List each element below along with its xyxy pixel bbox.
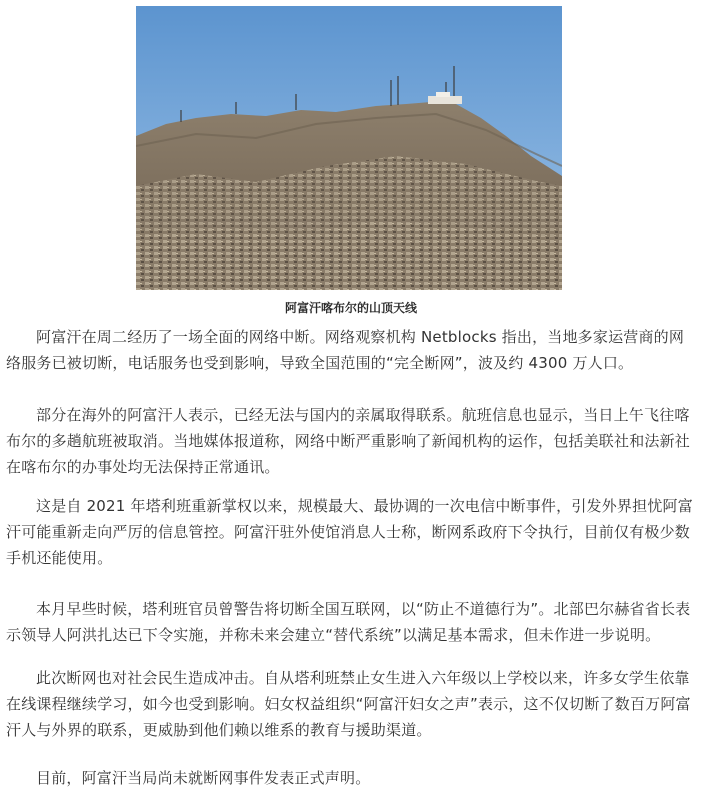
kabul-hilltop-image (136, 6, 562, 290)
paragraph-3: 这是自 2021 年塔利班重新掌权以来，规模最大、最协调的一次电信中断事件，引发外界担忧阿富汗可能重新走向严厉的信息管控。阿富汗驻外使馆消息人士称，断网系政府下令执行，目前仅有极少数手机还能使用。 (6, 497, 693, 567)
paragraph-6: 目前，阿富汗当局尚未就断网事件发表正式声明。 (36, 769, 371, 787)
paragraph-2: 部分在海外的阿富汗人表示，已经无法与国内的亲属取得联系。航班信息也显示，当日上午飞往喀布尔的多趟航班被取消。当地媒体报道称，网络中断严重影响了新闻机构的运作，包括美联社和法新社在喀布尔的办事处均无法保持正常通讯。 (6, 406, 691, 476)
paragraph-5: 此次断网也对社会民生造成冲击。自从塔利班禁止女生进入六年级以上学校以来，许多女学生依靠在线课程继续学习，如今也受到影响。妇女权益组织“阿富汗妇女之声”表示，这不仅切断了数百万阿富汗人与外界的联系，更威胁到他们赖以维系的教育与援助渠道。 (6, 669, 691, 739)
photo-caption: 阿富汗喀布尔的山顶天线 (284, 301, 417, 315)
paragraph-1: 阿富汗在周二经历了一场全面的网络中断。网络观察机构 Netblocks 指出，当地多家运营商的网络服务已被切断，电话服务也受到影响，导致全国范围的“完全断网”，波及约 4300 万人口。 (6, 328, 685, 372)
paragraph-4: 本月早些时候，塔利班官员曾警告将切断全国互联网，以“防止不道德行为”。北部巴尔赫省省长表示领导人阿洪扎达已下令实施，并称未来会建立“替代系统”以满足基本需求，但未作进一步说明。 (6, 600, 691, 644)
article-photo (136, 6, 562, 290)
